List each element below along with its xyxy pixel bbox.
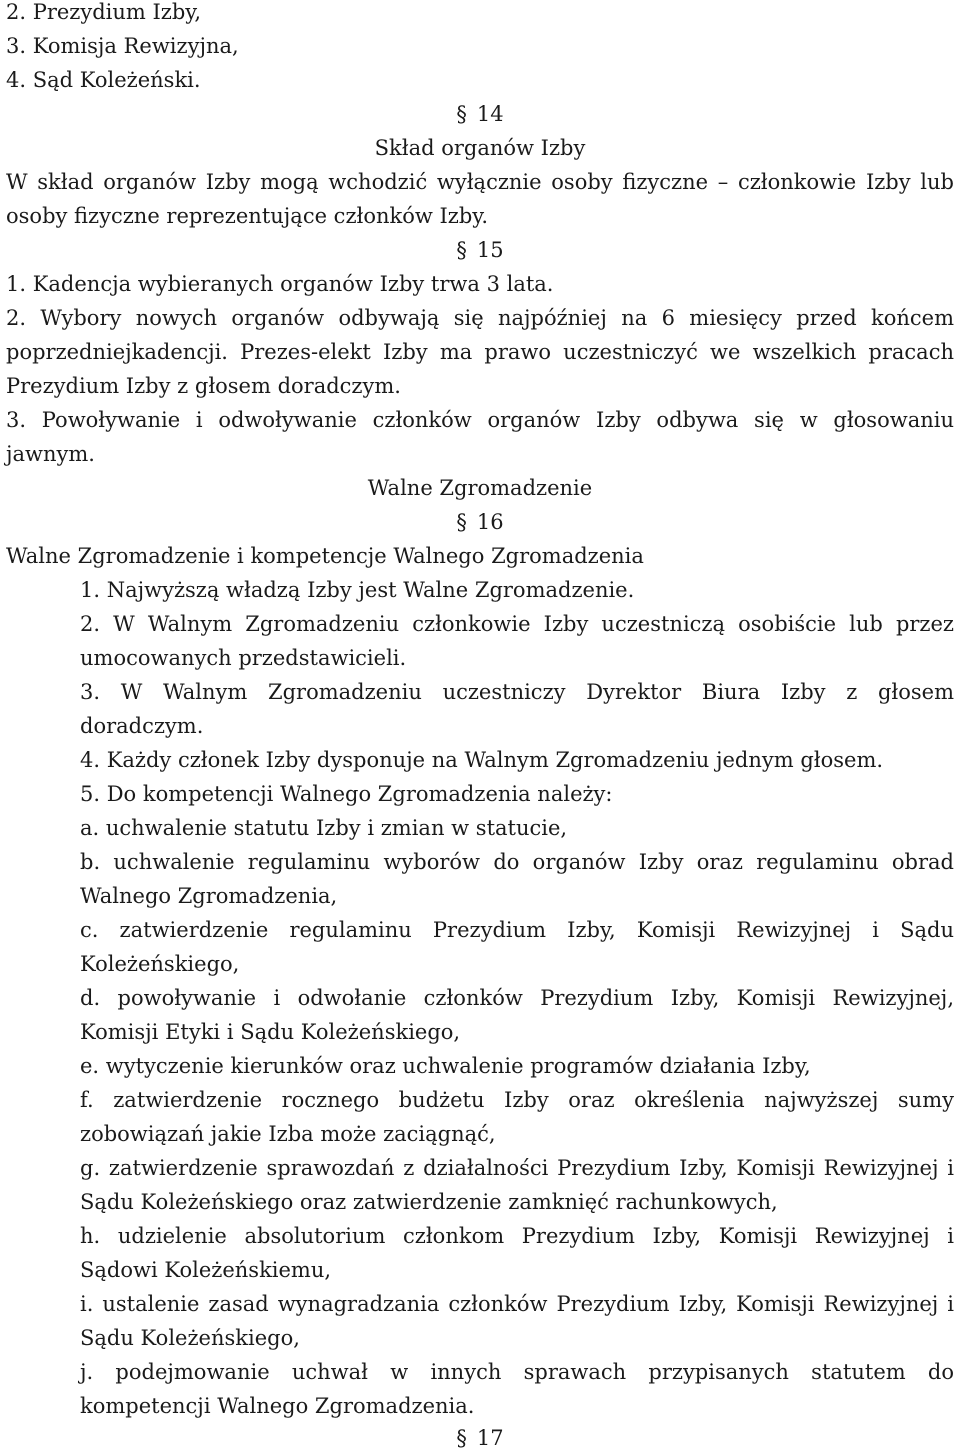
paragraph-line: 1. Najwyższą władzą Izby jest Walne Zgromadzenie.	[80, 578, 635, 602]
list-item: e. wytyczenie kierunków oraz uchwalenie programów działania Izby,	[80, 1054, 811, 1078]
list-item: j. podejmowanie uchwał w innych sprawach przypisanych statutem do	[80, 1360, 954, 1384]
list-item: a. uchwalenie statutu Izby i zmian w statucie,	[80, 816, 568, 840]
list-item: 3. Komisja Rewizyjna,	[6, 34, 239, 58]
section-number: 14	[476, 102, 504, 126]
section-sign: §	[456, 1426, 467, 1450]
section-number: 17	[476, 1426, 504, 1450]
list-item: d. powoływanie i odwołanie członków Prezydium Izby, Komisji Rewizyjnej,	[80, 986, 954, 1010]
list-item: 4. Sąd Koleżeński.	[6, 68, 201, 92]
paragraph-line: Prezydium Izby z głosem doradczym.	[6, 374, 401, 398]
paragraph-line: umocowanych przedstawicieli.	[80, 646, 407, 670]
paragraph-line: 4. Każdy członek Izby dysponuje na Walnym Zgromadzeniu jednym głosem.	[80, 748, 884, 772]
list-item: b. uchwalenie regulaminu wyborów do organów Izby oraz regulaminu obrad	[80, 850, 954, 874]
section-title: Walne Zgromadzenie i kompetencje Walnego Zgromadzenia	[6, 544, 644, 568]
list-item-continuation: Walnego Zgromadzenia,	[80, 884, 338, 908]
paragraph-line: 2. Wybory nowych organów odbywają się najpóźniej na 6 miesięcy przed końcem	[6, 306, 954, 330]
list-item: i. ustalenie zasad wynagradzania członków Prezydium Izby, Komisji Rewizyjnej i	[80, 1292, 954, 1316]
paragraph-line: 3. W Walnym Zgromadzeniu uczestniczy Dyrektor Biura Izby z głosem	[80, 680, 954, 704]
paragraph-line: poprzedniejkadencji. Prezes-elekt Izby ma prawo uczestniczyć we wszelkich pracach	[6, 340, 954, 364]
section-number: 16	[476, 510, 504, 534]
section-sign: §	[456, 510, 467, 534]
list-item-continuation: Sądu Koleżeńskiego,	[80, 1326, 300, 1350]
section-number: 15	[476, 238, 504, 262]
list-item-continuation: Sądowi Koleżeńskiemu,	[80, 1258, 332, 1282]
list-item-continuation: Komisji Etyki i Sądu Koleżeńskiego,	[80, 1020, 461, 1044]
paragraph-line: 1. Kadencja wybieranych organów Izby trwa 3 lata.	[6, 272, 554, 296]
section-title: Skład organów Izby	[374, 136, 586, 160]
section-heading	[6, 238, 954, 262]
paragraph-line: 5. Do kompetencji Walnego Zgromadzenia należy:	[80, 782, 613, 806]
paragraph-line: jawnym.	[6, 442, 95, 466]
list-item-continuation: Sądu Koleżeńskiego oraz zatwierdzenie zamknięć rachunkowych,	[80, 1190, 778, 1214]
paragraph-line: W skład organów Izby mogą wchodzić wyłącznie osoby fizyczne – członkowie Izby lub	[6, 170, 954, 194]
chapter-title: Walne Zgromadzenie	[367, 476, 593, 500]
list-item: f. zatwierdzenie rocznego budżetu Izby oraz określenia najwyższej sumy	[80, 1088, 954, 1112]
section-heading	[6, 102, 954, 126]
section-sign: §	[456, 102, 467, 126]
paragraph-line: doradczym.	[80, 714, 204, 738]
section-heading	[6, 1426, 954, 1450]
list-item: g. zatwierdzenie sprawozdań z działalności Prezydium Izby, Komisji Rewizyjnej i	[80, 1156, 954, 1180]
list-item-continuation: kompetencji Walnego Zgromadzenia.	[80, 1394, 475, 1418]
section-heading	[6, 510, 954, 534]
paragraph-line: osoby fizyczne reprezentujące członków Izby.	[6, 204, 489, 228]
list-item: h. udzielenie absolutorium członkom Prezydium Izby, Komisji Rewizyjnej i	[80, 1224, 954, 1248]
paragraph-line: 2. W Walnym Zgromadzeniu członkowie Izby uczestniczą osobiście lub przez	[80, 612, 954, 636]
list-item: c. zatwierdzenie regulaminu Prezydium Izby, Komisji Rewizyjnej i Sądu	[80, 918, 954, 942]
section-sign: §	[456, 238, 467, 262]
list-item: 2. Prezydium Izby,	[6, 0, 202, 24]
paragraph-line: 3. Powoływanie i odwoływanie członków organów Izby odbywa się w głosowaniu	[6, 408, 954, 432]
list-item-continuation: Koleżeńskiego,	[80, 952, 240, 976]
list-item-continuation: zobowiązań jakie Izba może zaciągnąć,	[80, 1122, 496, 1146]
